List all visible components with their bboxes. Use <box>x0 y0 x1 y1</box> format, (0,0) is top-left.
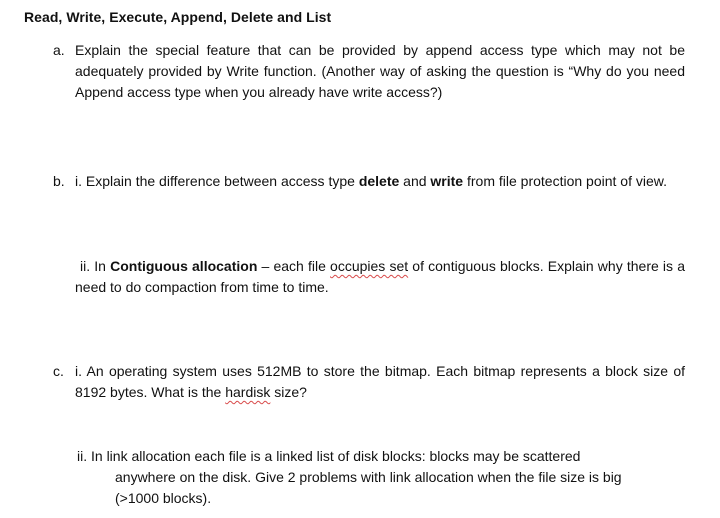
question-b-marker: b. <box>53 173 65 189</box>
question-c-part-i <box>75 361 685 403</box>
spelling-flagged-word: hardisk <box>225 384 271 400</box>
term-write: write <box>430 173 464 189</box>
question-a-marker: a. <box>53 42 65 58</box>
grammar-flagged-phrase: occupies set <box>330 258 409 274</box>
question-a-text: Explain the special feature that can be provided by append access type which may not be adequately provided by Write function. (Another way of asking the question is “Why do you need Append access type when you already have write access?) <box>75 42 685 100</box>
term-contiguous-allocation: Contiguous allocation <box>110 258 258 274</box>
question-c-part-i-prefix: i. An operating system uses 512MB to store the bitmap. Each bitmap represents a block size of 8192 bytes. What is the <box>75 363 685 400</box>
question-c-part-i-suffix: size? <box>270 384 307 400</box>
question-b-part-ii <box>75 256 685 298</box>
question-b-part-i-mid: and <box>399 173 431 189</box>
question-b-part-i-suffix: from file protection point of view. <box>463 173 667 189</box>
term-delete: delete <box>358 173 400 189</box>
question-b-part-ii-suffix: of contiguous blocks. Explain why there is a need to do compaction from time to time. <box>75 258 685 295</box>
question-b-part-i-prefix: i. Explain the difference between access type <box>75 173 359 189</box>
document-heading: Read, Write, Execute, Append, Delete and List <box>24 9 332 25</box>
question-c-part-ii-rest: anywhere on the disk. Give 2 problems with link allocation when the file size is big (>1000 blocks). <box>115 469 622 506</box>
question-b-part-ii-prefix: ii. In <box>80 258 111 274</box>
question-c-marker: c. <box>53 363 64 379</box>
question-b-part-i <box>75 171 685 192</box>
question-c-part-ii-line1: ii. In link allocation each file is a linked list of disk blocks: blocks may be scattered <box>77 448 581 464</box>
question-c-part-ii <box>75 446 685 509</box>
question-b-part-ii-mid: – each file <box>257 258 331 274</box>
